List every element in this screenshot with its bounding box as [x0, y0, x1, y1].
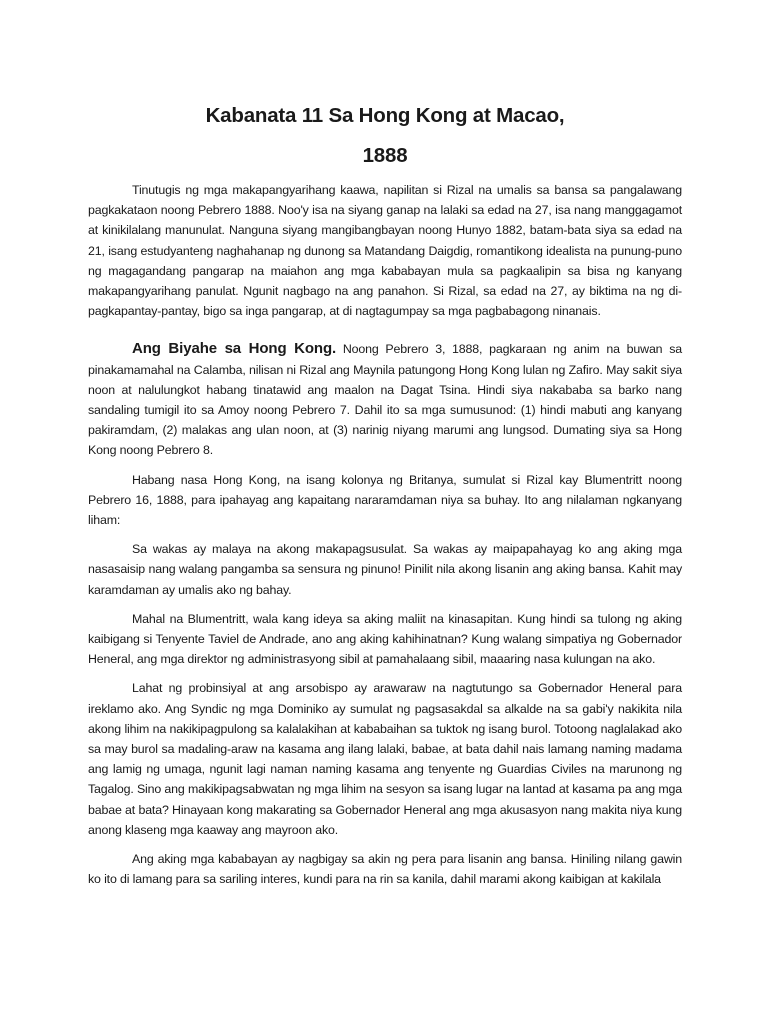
paragraph-letter-3: Lahat ng probinsiyal at ang arsobispo ay arawaraw na nagtutungo sa Gobernador Heneral para ireklamo ako. Ang Syndic ng mga Dominiko ay sumulat ng pagsasakdal sa alkalde na sa gabi'y nakikita nila akong lihim na nakikipagpulong sa kalalakihan at kababaihan sa tuktok ng isang burol. Totoong naglalakad ako sa may burol sa madaling-araw na kasama ang ilang lalaki, babae, at bata dahil nais lamang naming madama ang lamig ng umaga, ngunit lagi naman naming kasama ang tenyente ng Guardias Civiles na marunong ng Tagalog. Sino ang makikipagsabwatan ng mga lihim na sesyon sa isang lugar na lantad at kasama pa ang mga babae at bata? Hinayaan kong makarating sa Gobernador Heneral ang mga akusasyon nang makita niya kung anong klaseng mga kaaway ang mayroon ako. [88, 681, 682, 837]
paragraph-letter-4: Ang aking mga kababayan ay nagbigay sa akin ng pera para lisanin ang bansa. Hiniling nilang gawin ko ito di lamang para sa sariling interes, kundi para na rin sa kanila, dahil marami akong kaibigan at kakilala [88, 852, 682, 887]
title-line-1: Kabanata 11 Sa Hong Kong at Macao, [205, 104, 565, 127]
document-page [88, 96, 682, 890]
section-heading-biyahe: Ang Biyahe sa Hong Kong. [132, 340, 337, 358]
paragraph-biyahe-text: Noong Pebrero 3, 1888, pagkaraan ng anim na buwan sa pinakamamahal na Calamba, nilisan ni Rizal ang Maynila patungong Hong Kong lulan ng Zafiro. May sakit siya noon at nalulungkot habang tinatawid ang maalon na Dagat Tsina. Hindi siya nakababa sa barko nang sandaling tumigil ito sa Amoy noong Pebrero 7. Dahil ito sa mga sumusunod: (1) hindi mabuti ang kanyang pakiramdam, (2) malakas ang ulan noon, at (3) narinig niyang marumi ang lungsod. Dumating siya sa Hong Kong noong Pebrero 8. [88, 342, 682, 458]
document-title [88, 96, 682, 176]
paragraph-biyahe [88, 339, 682, 460]
paragraph-intro: Tinutugis ng mga makapangyarihang kaawa, napilitan si Rizal na umalis sa bansa sa pangalawang pagkakataon noong Pebrero 1888. Noo'y isa na siyang ganap na lalaki sa edad na 27, isa nang manggagamot at kinikilalang manunulat. Nanguna siyang mangibangbayan noong Hunyo 1882, batam-bata siya sa edad na 21, isang estudyanteng naghahanap ng dunong sa Matandang Daigdig, romantikong idealista na punung-puno ng magagandang pangarap na maiahon ang mga kababayan mula sa pagkaalipin sa bisa ng kanyang makapangyarihang panulat. Ngunit nagbago na ang panahon. Si Rizal, sa edad na 27, ay biktima na ng di-pagkapantay-pantay, bigo sa inga pangarap, at di nagtagumpay sa mga pagbabagong ninanais. [88, 183, 682, 319]
paragraph-hong-kong: Habang nasa Hong Kong, na isang kolonya ng Britanya, sumulat si Rizal kay Blumentritt noong Pebrero 16, 1888, para ipahayag ang kapaitang nararamdaman niya sa buhay. Ito ang nilalaman ngkanyang liham: [88, 472, 682, 528]
paragraph-letter-2: Mahal na Blumentritt, wala kang ideya sa aking maliit na kinasapitan. Kung hindi sa tulong ng aking kaibigang si Tenyente Taviel de Andrade, ano ang aking kahihinatnan? Kung walang simpatiya ng Gobernador Heneral, ang mga direktor ng administrasyong sibil at pamahalaang sibil, maaaring nasa kulungan na ako. [88, 611, 682, 667]
title-line-2: 1888 [362, 144, 408, 167]
paragraph-letter-1: Sa wakas ay malaya na akong makapagsusulat. Sa wakas ay maipapahayag ko ang aking mga nasasaisip nang walang pangamba sa sensura ng pinuno! Pinilit nila akong lisanin ang aking bansa. Kahit may karamdaman ay umalis ako ng bahay. [88, 542, 682, 597]
